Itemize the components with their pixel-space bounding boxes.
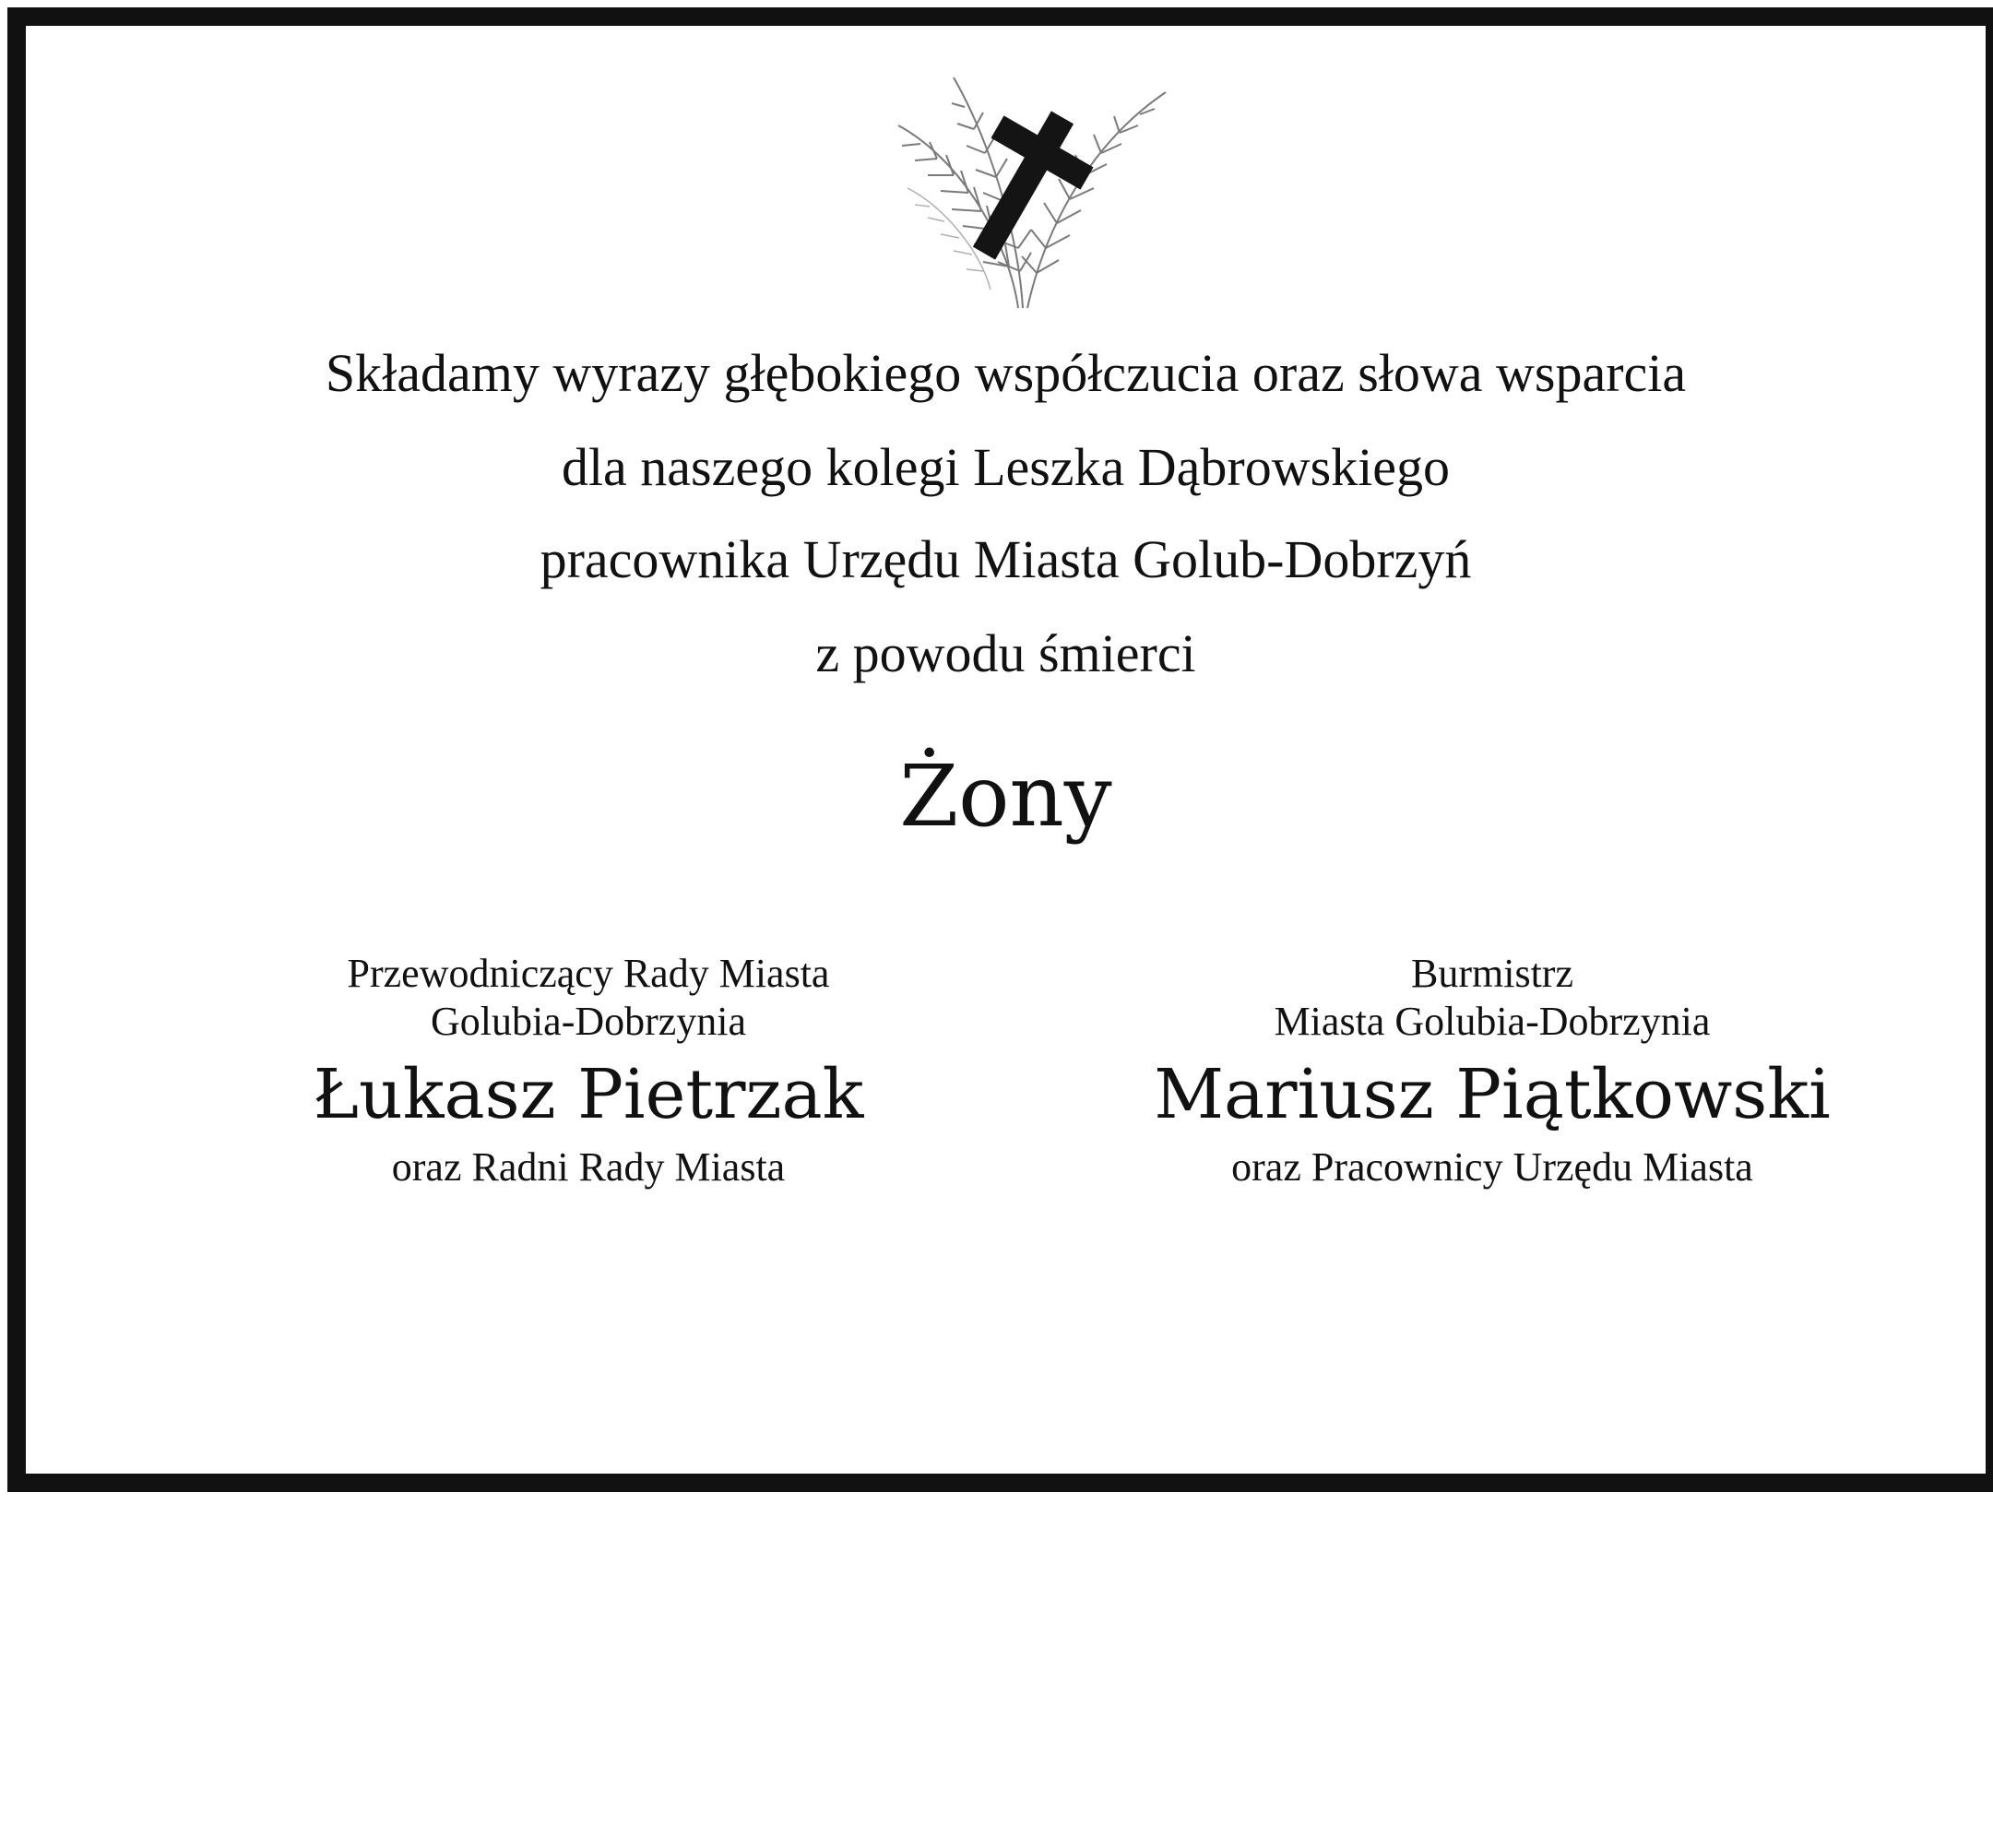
signer-suffix: oraz Pracownicy Urzędu Miasta [1231, 1144, 1753, 1190]
condolence-line-2: dla naszego kolegi Leszka Dąbrowskiego [561, 437, 1451, 497]
condolence-line-1: Składamy wyrazy głębokiego współczucia oraz słowa wsparcia [325, 343, 1687, 403]
condolence-line-4: z powodu śmierci [815, 623, 1196, 683]
cross-with-palm-fronds-icon [880, 59, 1184, 317]
signer-name: Łukasz Pietrzak [313, 1055, 864, 1134]
signer-role-line: Burmistrz [1411, 951, 1573, 996]
deceased-heading: Żony [899, 747, 1112, 846]
signer-mayor [1114, 950, 1870, 1191]
signer-role-line: Golubia-Dobrzynia [430, 999, 747, 1044]
mourning-notice-frame [7, 7, 1993, 1492]
signer-role-line: Przewodniczący Rady Miasta [347, 951, 830, 996]
signer-role-line: Miasta Golubia-Dobrzynia [1274, 999, 1711, 1044]
condolence-line-3: pracownika Urzędu Miasta Golub-Dobrzyń [540, 529, 1472, 589]
signer-suffix: oraz Radni Rady Miasta [391, 1144, 786, 1190]
signer-name: Mariusz Piątkowski [1154, 1055, 1831, 1134]
signer-council-chair [247, 950, 930, 1191]
